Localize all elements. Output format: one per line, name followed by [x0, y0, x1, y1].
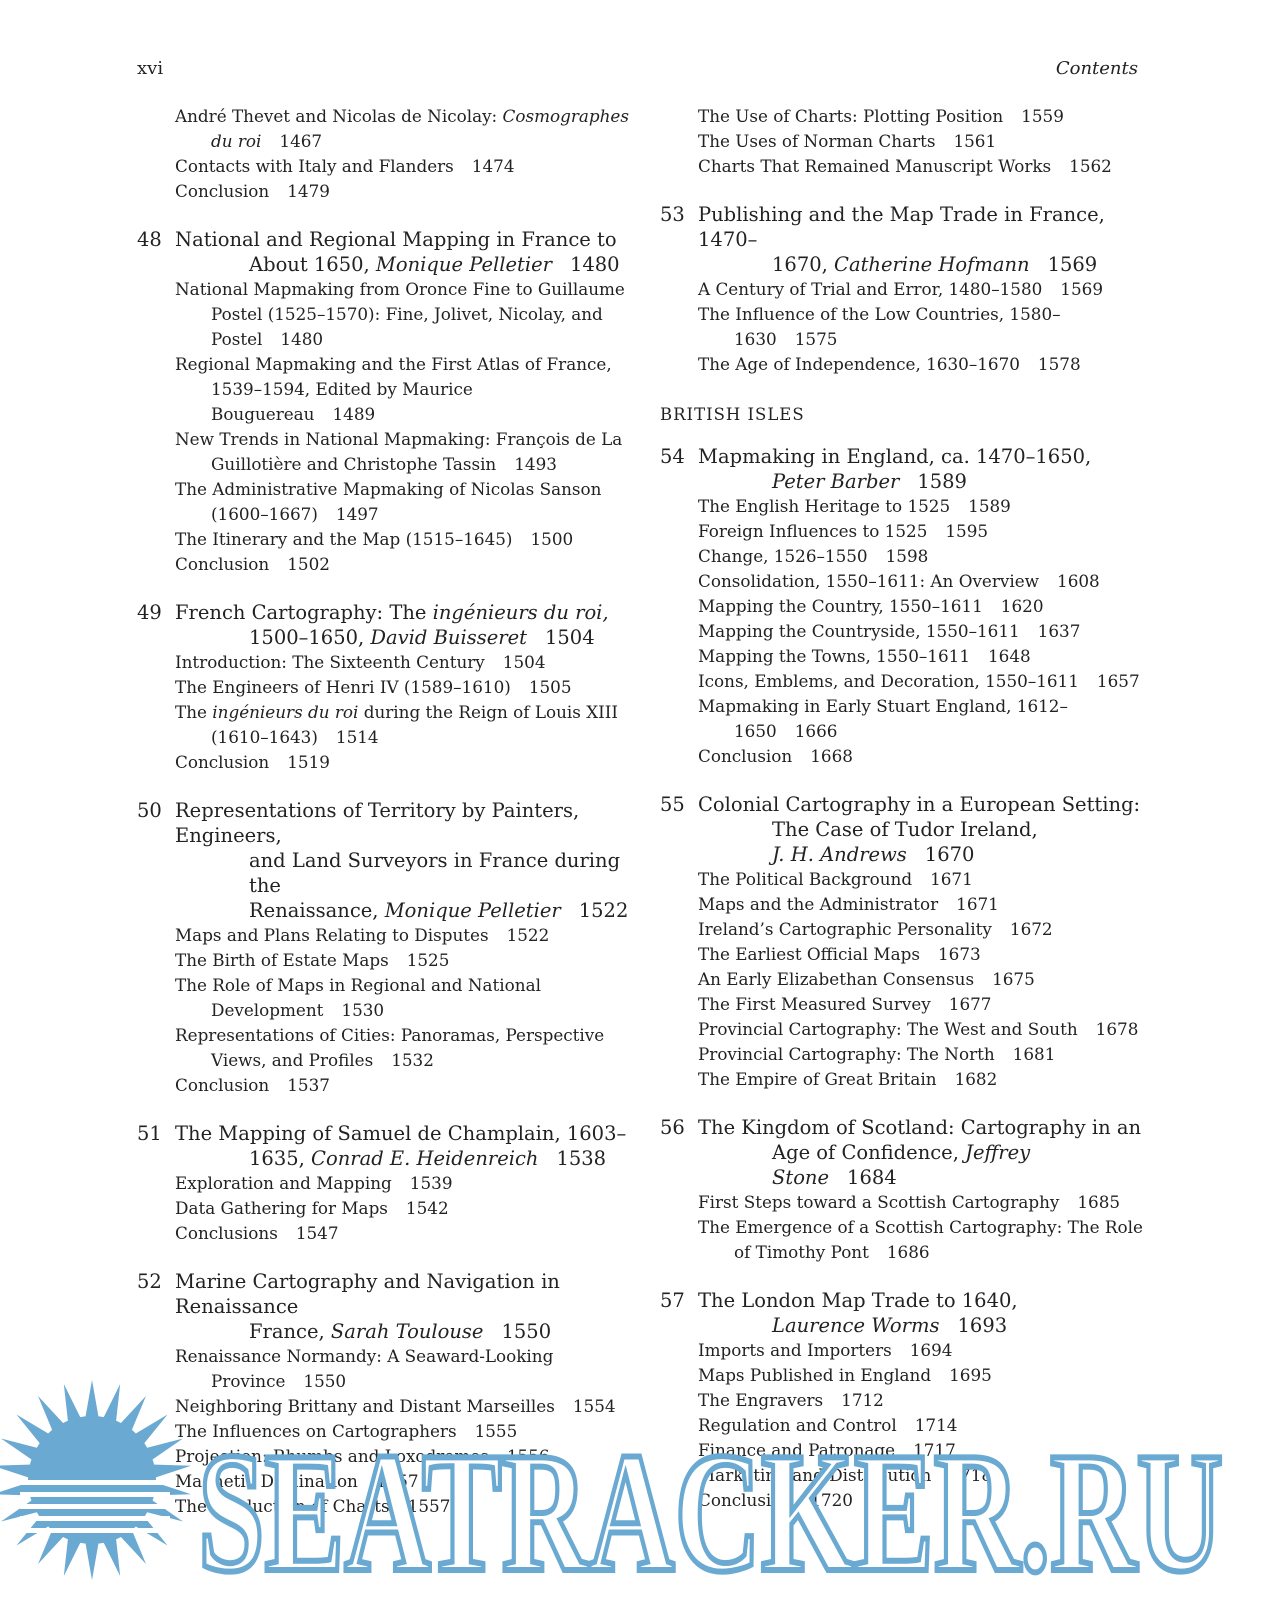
- chapter-53: [660, 202, 1150, 377]
- watermark: [0, 1380, 1275, 1613]
- chapter-title[interactable]: National and Regional Mapping in France to About 1650, Monique Pelletier 1480: [175, 228, 620, 276]
- chapter-title[interactable]: Mapmaking in England, ca. 1470–1650, Peter Barber 1589: [698, 445, 1092, 493]
- chapter-number: 52: [137, 1270, 162, 1293]
- chapter-number: 55: [660, 793, 685, 816]
- toc-entry[interactable]: The ingénieurs du roi during the Reign of Louis XIII (1610–1643) 1514: [175, 702, 619, 747]
- toc-entry[interactable]: The Empire of Great Britain 1682: [698, 1069, 998, 1089]
- toc-entry[interactable]: Imports and Importers 1694: [698, 1340, 953, 1360]
- chapter-title[interactable]: The Kingdom of Scotland: Cartography in an Age of Confidence, Jeffrey Stone 1684: [698, 1116, 1142, 1189]
- toc-entry[interactable]: Mapping the Country, 1550–1611 1620: [698, 596, 1044, 616]
- running-head: Contents: [1055, 58, 1138, 79]
- toc-entry[interactable]: The Production of Charts 1557: [175, 1496, 451, 1516]
- chapter-55: [660, 792, 1150, 1092]
- chapter-title[interactable]: The Mapping of Samuel de Champlain, 1603– 1635, Conrad E. Heidenreich 1538: [175, 1122, 627, 1170]
- chapter-number: 53: [660, 203, 685, 226]
- toc-entry[interactable]: Neighboring Brittany and Distant Marseilles 1554: [175, 1396, 616, 1416]
- continued-entries: [660, 104, 1150, 179]
- toc-entry[interactable]: The Age of Independence, 1630–1670 1578: [698, 354, 1081, 374]
- chapter-number: 57: [660, 1289, 685, 1312]
- section-heading: BRITISH ISLES: [660, 405, 805, 424]
- toc-entry[interactable]: Marketing and Distribution 1718: [698, 1465, 993, 1485]
- toc-entry[interactable]: Change, 1526–1550 1598: [698, 546, 929, 566]
- toc-entry[interactable]: Conclusion 1537: [175, 1075, 330, 1095]
- sun-stripe: [20, 1504, 170, 1509]
- toc-entry[interactable]: Mapping the Towns, 1550–1611 1648: [698, 646, 1031, 666]
- toc-entry[interactable]: The Role of Maps in Regional and National Development 1530: [175, 975, 541, 1020]
- chapter-49: [137, 600, 637, 775]
- toc-entry[interactable]: Ireland’s Cartographic Personality 1672: [698, 919, 1053, 939]
- sun-stripe: [20, 1516, 170, 1521]
- toc-entry[interactable]: The Earliest Official Maps 1673: [698, 944, 981, 964]
- toc-entry[interactable]: Exploration and Mapping 1539: [175, 1173, 453, 1193]
- toc-entry[interactable]: New Trends in National Mapmaking: François de La Guillotière and Christophe Tassin 1493: [175, 429, 623, 474]
- toc-entry[interactable]: Provincial Cartography: The North 1681: [698, 1044, 1056, 1064]
- toc-entry[interactable]: The First Measured Survey 1677: [698, 994, 992, 1014]
- toc-entry[interactable]: Conclusion 1720: [698, 1490, 853, 1510]
- toc-entry[interactable]: Maps Published in England 1695: [698, 1365, 992, 1385]
- toc-entry[interactable]: The Use of Charts: Plotting Position 1559: [698, 106, 1064, 126]
- toc-entry[interactable]: Renaissance Normandy: A Seaward-Looking Province 1550: [175, 1346, 554, 1391]
- toc-entry[interactable]: Contacts with Italy and Flanders 1474: [175, 156, 515, 176]
- sun-logo-icon: [0, 1380, 191, 1580]
- toc-entry[interactable]: The Political Background 1671: [698, 869, 973, 889]
- toc-entry[interactable]: The Itinerary and the Map (1515–1645) 1500: [175, 529, 574, 549]
- toc-entry[interactable]: Charts That Remained Manuscript Works 1562: [698, 156, 1112, 176]
- page-number: xvi: [137, 58, 164, 79]
- sun-stripe: [20, 1528, 170, 1533]
- chapter-number: 54: [660, 445, 685, 468]
- chapter-title[interactable]: French Cartography: The ingénieurs du roi, 1500–1650, David Buisseret 1504: [175, 601, 609, 649]
- chapter-48: [137, 227, 637, 577]
- chapter-51: [137, 1121, 637, 1246]
- toc-entry[interactable]: Finance and Patronage 1717: [698, 1440, 956, 1460]
- toc-entry[interactable]: Consolidation, 1550–1611: An Overview 1608: [698, 571, 1100, 591]
- chapter-title[interactable]: Publishing and the Map Trade in France, 1470– 1670, Catherine Hofmann 1569: [698, 203, 1105, 276]
- toc-entry[interactable]: Magnetic Declination 1557: [175, 1471, 419, 1491]
- toc-entry[interactable]: The English Heritage to 1525 1589: [698, 496, 1011, 516]
- chapter-54: [660, 444, 1150, 769]
- toc-entry[interactable]: The Uses of Norman Charts 1561: [698, 131, 997, 151]
- chapter-50: [137, 798, 637, 1098]
- toc-entry[interactable]: Maps and Plans Relating to Disputes 1522: [175, 925, 550, 945]
- toc-entry[interactable]: The Influence of the Low Countries, 1580–1630 1575: [698, 304, 1061, 349]
- toc-entry[interactable]: Regulation and Control 1714: [698, 1415, 958, 1435]
- toc-entry[interactable]: Projection: Rhumbs and Loxodromes 1556: [175, 1446, 550, 1466]
- toc-entry[interactable]: Conclusion 1668: [698, 746, 853, 766]
- sun-stripe: [20, 1492, 170, 1497]
- toc-entry[interactable]: Data Gathering for Maps 1542: [175, 1198, 449, 1218]
- toc-entry[interactable]: André Thevet and Nicolas de Nicolay: Cosmographes du roi 1467: [175, 106, 629, 151]
- toc-entry[interactable]: Conclusions 1547: [175, 1223, 339, 1243]
- toc-entry[interactable]: The Administrative Mapmaking of Nicolas Sanson (1600–1667) 1497: [175, 479, 602, 524]
- chapter-title[interactable]: Representations of Territory by Painters, Engineers, and Land Surveyors in France during the Renaissance, Monique Pelletier 1522: [175, 799, 629, 922]
- toc-entry[interactable]: The Engravers 1712: [698, 1390, 884, 1410]
- chapter-56: [660, 1115, 1150, 1265]
- chapter-number: 48: [137, 228, 162, 251]
- toc-entry[interactable]: Mapping the Countryside, 1550–1611 1637: [698, 621, 1081, 641]
- chapter-title[interactable]: The London Map Trade to 1640, Laurence Worms 1693: [698, 1289, 1018, 1337]
- chapter-number: 51: [137, 1122, 162, 1145]
- contents-left-column: [137, 104, 637, 1519]
- chapter-title[interactable]: Marine Cartography and Navigation in Renaissance France, Sarah Toulouse 1550: [175, 1270, 560, 1343]
- watermark-text: SEATRACKER.RU: [198, 1418, 1223, 1608]
- toc-entry[interactable]: Representations of Cities: Panoramas, Perspective Views, and Profiles 1532: [175, 1025, 605, 1070]
- toc-entry[interactable]: The Emergence of a Scottish Cartography: The Role of Timothy Pont 1686: [698, 1217, 1143, 1262]
- contents-right-column: [660, 104, 1150, 1513]
- toc-entry[interactable]: Introduction: The Sixteenth Century 1504: [175, 652, 546, 672]
- toc-entry[interactable]: Mapmaking in Early Stuart England, 1612–1650 1666: [698, 696, 1068, 741]
- continued-entries: [137, 104, 637, 204]
- toc-entry[interactable]: The Influences on Cartographers 1555: [175, 1421, 518, 1441]
- chapter-number: 49: [137, 601, 162, 624]
- toc-entry[interactable]: Icons, Emblems, and Decoration, 1550–1611 1657: [698, 671, 1140, 691]
- toc-entry[interactable]: Provincial Cartography: The West and South 1678: [698, 1019, 1139, 1039]
- chapter-number: 56: [660, 1116, 685, 1139]
- toc-entry[interactable]: Conclusion 1479: [175, 181, 330, 201]
- toc-entry[interactable]: National Mapmaking from Oronce Fine to Guillaume Postel (1525–1570): Fine, Jolivet, Nicolay, and Postel 1480: [175, 279, 625, 349]
- toc-entry[interactable]: First Steps toward a Scottish Cartography 1685: [698, 1192, 1121, 1212]
- toc-entry[interactable]: Maps and the Administrator 1671: [698, 894, 999, 914]
- toc-entry[interactable]: Conclusion 1502: [175, 554, 330, 574]
- toc-entry[interactable]: The Engineers of Henri IV (1589–1610) 1505: [175, 677, 572, 697]
- chapter-title[interactable]: Colonial Cartography in a European Setting: The Case of Tudor Ireland, J. H. Andrews 1670: [698, 793, 1141, 866]
- chapter-number: 50: [137, 799, 162, 822]
- toc-entry[interactable]: Conclusion 1519: [175, 752, 330, 772]
- toc-entry[interactable]: Foreign Influences to 1525 1595: [698, 521, 989, 541]
- toc-entry[interactable]: The Birth of Estate Maps 1525: [175, 950, 450, 970]
- toc-entry[interactable]: An Early Elizabethan Consensus 1675: [698, 969, 1035, 989]
- toc-entry[interactable]: A Century of Trial and Error, 1480–1580 1569: [698, 279, 1104, 299]
- sun-stripe: [20, 1480, 170, 1485]
- toc-entry[interactable]: Regional Mapmaking and the First Atlas of France, 1539–1594, Edited by Maurice Bouguereau 1489: [175, 354, 612, 424]
